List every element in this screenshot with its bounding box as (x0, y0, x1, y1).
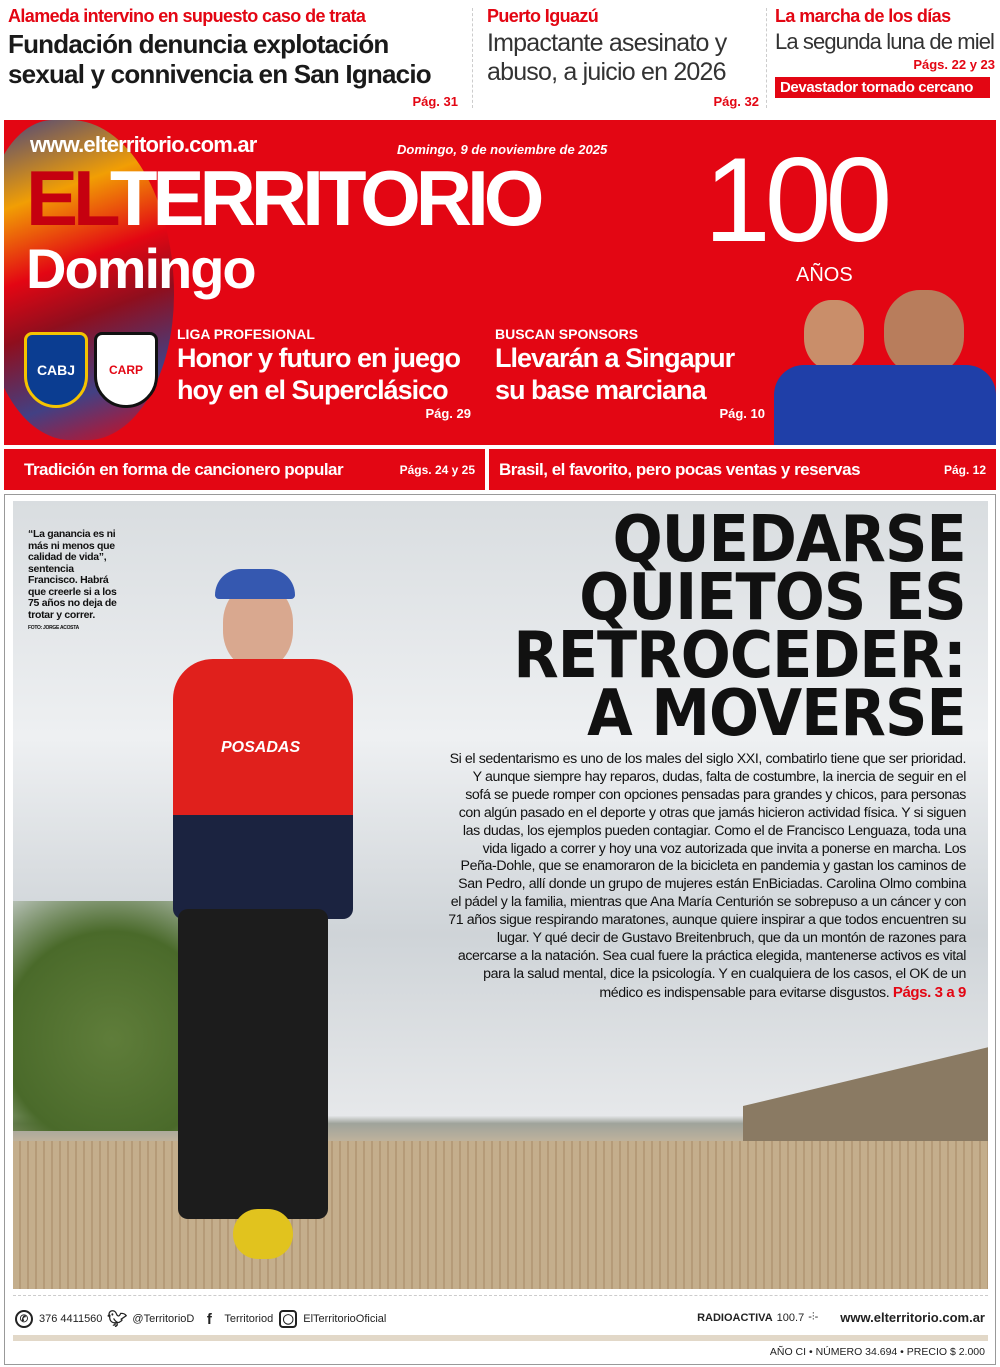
facebook-icon: f (206, 1310, 212, 1328)
whatsapp-icon: ✆ (15, 1310, 33, 1328)
anniversary-label: AÑOS (796, 264, 853, 286)
story-page: Pág. 10 (719, 406, 765, 421)
website-url[interactable]: www.elterritorio.com.ar (30, 132, 257, 157)
main-photo (13, 501, 988, 1289)
main-body: Si el sedentarismo es uno de los males del siglo XXI, combatirlo tiene que ser prioridad. Y aunque siempre hay reparos, dudas, falta de costumbre, la inercia de seguir en el sofá se puede romper con opciones pensadas para grandes y chicos, para personas con algún pasado en el deporte y otras que jamás hicieron actividad física. Y si siguen las dudas, los ejemplos pueden contagiar. Como el de Francisco Lenguaza, toda una vida ligado a correr y hoy una voz autorizada que invita a ponerse en marcha. Los Peña-Dohle, que se enamoraron de la bicicleta en pandemia y gastan los caminos de San Pedro, allí donde un grupo de mujeres están EnBiciadas. Carolina Olmo combina el pádel y la familia, mientras que Ana María Centurión se sobrepuso a un cáncer y con 71 años sigue respirando maratones, aunque quiere inspirar a que todos encuentren su lugar. Y qué decir de Gustavo Breitenbruch, que da un montón de razones para acercarse a la natación. Sea cual fuere la práctica elegida, mantenerse activos es vital para la salud mental, dice la psicología. Y en cualquiera de los casos, el OK de un médico es indispensable para evitarse disgustos. Págs. 3 a 9 (448, 751, 966, 1001)
photo-credit: FOTO: JORGE ACOSTA (28, 625, 79, 631)
teaser-kicker: Puerto Iguazú (487, 6, 599, 26)
teaser-2[interactable] (487, 6, 759, 112)
main-headline: QUEDARSE QUIETOS ES RETROCEDER: A MOVERSE (513, 503, 966, 751)
teaser-3[interactable] (775, 6, 995, 112)
issue-info: AÑO CI • NÚMERO 34.694 • PRECIO $ 2.000 (769, 1346, 985, 1358)
teaser-headline: Fundación denuncia explotación sexual y connivencia en San Ignacio (8, 29, 431, 89)
radio-wave-icon: -⫶- (808, 1311, 819, 1323)
main-story (4, 494, 996, 1365)
runner (133, 549, 433, 1289)
crest-boca: CABJ (24, 332, 88, 408)
teaser-page: Pág. 32 (713, 94, 759, 109)
radio-frequency: 100.7 (776, 1311, 805, 1324)
promo-bar-cancionero[interactable]: Tradición en forma de cancionero popular Págs. 24 y 25 (4, 449, 485, 490)
shirt-text: POSADAS (221, 739, 301, 756)
footer-divider (13, 1295, 988, 1296)
radio-name: RADIOACTIVA (697, 1311, 773, 1324)
edition-date: Domingo, 9 de noviembre de 2025 (397, 142, 608, 157)
footer-right (697, 1310, 985, 1325)
story-headline: Honor y futuro en juego hoy en el Superclásico (177, 343, 460, 405)
railing (743, 1046, 988, 1146)
teaser-page: Págs. 22 y 23 (913, 57, 995, 72)
anniversary-logo: 100 (704, 133, 887, 267)
divider (472, 8, 473, 108)
story-singapur[interactable] (495, 326, 765, 421)
story-page: Pág. 29 (425, 406, 471, 421)
divider (766, 8, 767, 108)
logo-name: TERRITORIO (109, 154, 540, 242)
twitter-icon: 🐦︎ (107, 1311, 128, 1328)
instagram-icon: ◯ (279, 1310, 297, 1328)
teaser-1[interactable] (8, 6, 466, 112)
story-headline: Llevarán a Singapur su base marciana (495, 343, 735, 405)
teaser-headline: Impactante asesinato y abuso, a juicio en 2026 (487, 29, 727, 86)
main-page-ref[interactable]: Págs. 3 a 9 (892, 983, 966, 1001)
photo-caption: “La ganancia es ni más ni menos que calidad de vida”, sentencia Francisco. Habrá que creerle si a los 75 años no deja de trotar y correr. FOTO: JORGE ACOSTA (28, 529, 124, 635)
logo-prefix: EL (26, 154, 110, 242)
social-links: ✆ 376 4411560 🐦︎ @TerritorioD f Territoriod ◯ ElTerritorioOficial (15, 1310, 386, 1328)
promo-bar-brasil[interactable]: Brasil, el favorito, pero pocas ventas y reservas Pág. 12 (489, 449, 996, 490)
teaser-kicker: Alameda intervino en supuesto caso de trata (8, 6, 366, 26)
story-superclasico[interactable] (177, 326, 477, 421)
crest-river: CARP (94, 332, 158, 408)
teaser-page: Pág. 31 (412, 94, 458, 109)
tornado-badge[interactable]: Devastador tornado cercano (775, 77, 990, 98)
footer-website[interactable]: www.elterritorio.com.ar (840, 1310, 985, 1325)
teaser-kicker: La marcha de los días (775, 6, 951, 26)
kids-photo (774, 290, 996, 445)
logo (26, 154, 540, 242)
masthead (4, 120, 996, 445)
story-kicker: LIGA PROFESIONAL (177, 326, 315, 342)
edition-name: Domingo (26, 237, 255, 300)
teaser-headline: La segunda luna de miel (775, 29, 995, 54)
story-kicker: BUSCAN SPONSORS (495, 326, 639, 342)
footer-band (13, 1335, 988, 1341)
